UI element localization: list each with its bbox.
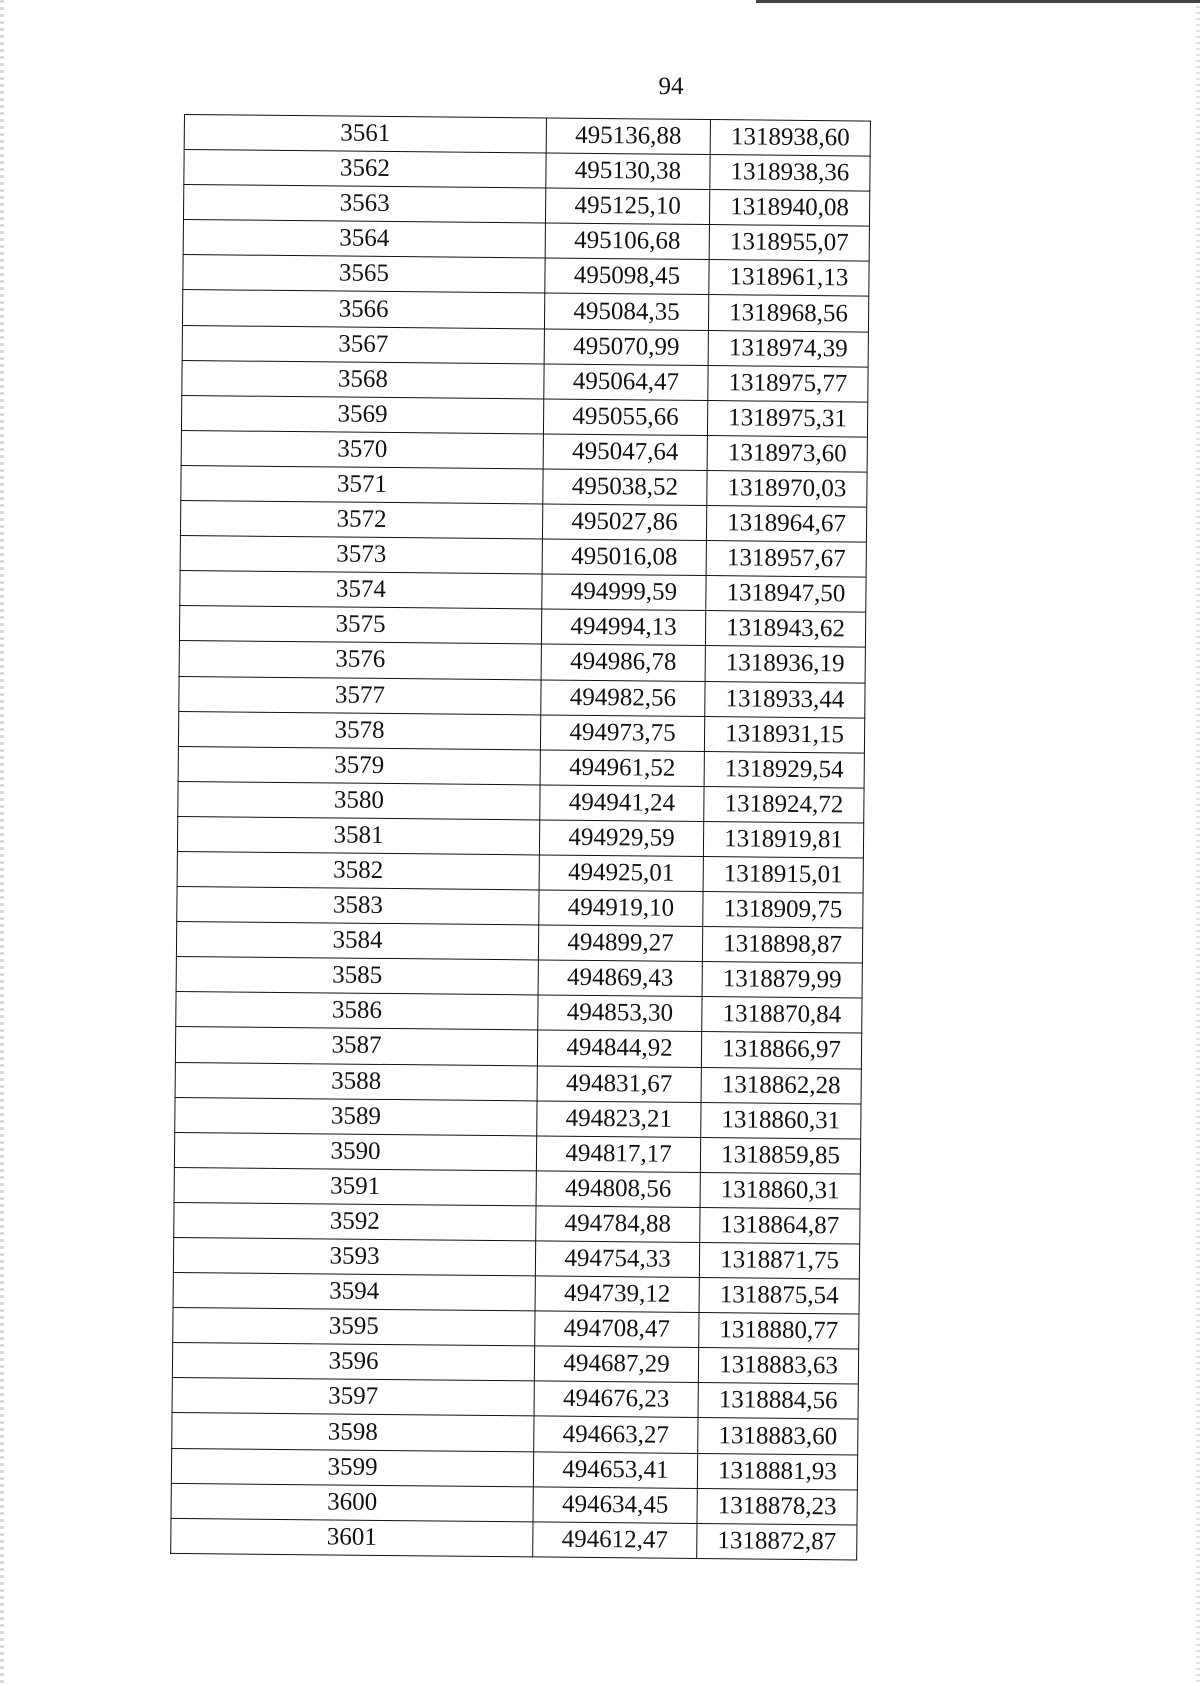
x-coordinate-cell: 494808,56: [536, 1171, 700, 1208]
point-number-cell: 3578: [178, 711, 540, 750]
scan-right-edge: [1196, 0, 1200, 1686]
x-coordinate-cell: 495106,68: [545, 223, 709, 260]
y-coordinate-cell: 1318875,54: [699, 1278, 859, 1315]
point-number-cell: 3572: [180, 501, 542, 540]
y-coordinate-cell: 1318974,39: [708, 330, 868, 367]
y-coordinate-cell: 1318898,87: [702, 927, 862, 964]
y-coordinate-cell: 1318961,13: [709, 260, 869, 297]
point-number-cell: 3574: [180, 571, 542, 610]
x-coordinate-cell: 494739,12: [535, 1276, 699, 1313]
y-coordinate-cell: 1318947,50: [706, 576, 866, 613]
table-row: [171, 1518, 857, 1560]
y-coordinate-cell: 1318955,07: [709, 225, 869, 262]
y-coordinate-cell: 1318884,56: [698, 1383, 858, 1420]
y-coordinate-cell: 1318883,63: [698, 1348, 858, 1385]
x-coordinate-cell: 495038,52: [543, 469, 707, 506]
point-number-cell: 3563: [183, 185, 545, 224]
y-coordinate-cell: 1318943,62: [705, 611, 865, 648]
x-coordinate-cell: 494853,30: [538, 995, 702, 1032]
point-number-cell: 3570: [181, 430, 543, 469]
y-coordinate-cell: 1318938,60: [710, 120, 870, 157]
y-coordinate-cell: 1318878,23: [697, 1488, 857, 1525]
y-coordinate-cell: 1318883,60: [698, 1418, 858, 1455]
point-number-cell: 3561: [184, 115, 546, 154]
x-coordinate-cell: 494994,13: [541, 609, 705, 646]
point-number-cell: 3566: [182, 290, 544, 329]
y-coordinate-cell: 1318872,87: [697, 1523, 857, 1560]
y-coordinate-cell: 1318860,31: [700, 1172, 860, 1209]
x-coordinate-cell: 494925,01: [539, 855, 703, 892]
point-number-cell: 3573: [180, 536, 542, 575]
y-coordinate-cell: 1318879,99: [702, 962, 862, 999]
x-coordinate-cell: 494817,17: [536, 1136, 700, 1173]
point-number-cell: 3569: [181, 395, 543, 434]
point-number-cell: 3593: [173, 1237, 535, 1276]
point-number-cell: 3592: [174, 1202, 536, 1241]
point-number-cell: 3589: [175, 1097, 537, 1136]
x-coordinate-cell: 494961,52: [540, 750, 704, 787]
y-coordinate-cell: 1318924,72: [704, 786, 864, 823]
scan-left-edge: [0, 0, 4, 1686]
x-coordinate-cell: 494999,59: [542, 574, 706, 611]
point-number-cell: 3571: [181, 465, 543, 504]
y-coordinate-cell: 1318931,15: [704, 716, 864, 753]
y-coordinate-cell: 1318866,97: [701, 1032, 861, 1069]
x-coordinate-cell: 495130,38: [546, 153, 710, 190]
x-coordinate-cell: 494899,27: [538, 925, 702, 962]
y-coordinate-cell: 1318864,87: [700, 1207, 860, 1244]
x-coordinate-cell: 494831,67: [537, 1065, 701, 1102]
x-coordinate-cell: 495136,88: [546, 118, 710, 155]
x-coordinate-cell: 495055,66: [543, 399, 707, 436]
point-number-cell: 3565: [183, 255, 545, 294]
x-coordinate-cell: 494844,92: [537, 1030, 701, 1067]
point-number-cell: 3596: [172, 1343, 534, 1382]
x-coordinate-cell: 495070,99: [544, 329, 708, 366]
x-coordinate-cell: 494784,88: [536, 1206, 700, 1243]
x-coordinate-cell: 495016,08: [542, 539, 706, 576]
y-coordinate-cell: 1318964,67: [706, 506, 866, 543]
coordinates-table: [170, 114, 871, 1560]
point-number-cell: 3580: [178, 781, 540, 820]
y-coordinate-cell: 1318973,60: [707, 435, 867, 472]
point-number-cell: 3590: [174, 1132, 536, 1171]
y-coordinate-cell: 1318881,93: [697, 1453, 857, 1490]
point-number-cell: 3581: [177, 816, 539, 855]
point-number-cell: 3595: [173, 1308, 535, 1347]
y-coordinate-cell: 1318975,77: [708, 365, 868, 402]
point-number-cell: 3567: [182, 325, 544, 364]
x-coordinate-cell: 495098,45: [545, 258, 709, 295]
x-coordinate-cell: 494929,59: [539, 820, 703, 857]
y-coordinate-cell: 1318968,56: [708, 295, 868, 332]
y-coordinate-cell: 1318929,54: [704, 751, 864, 788]
point-number-cell: 3562: [184, 150, 546, 189]
scan-top-rule: [756, 0, 1200, 3]
point-number-cell: 3579: [178, 746, 540, 785]
point-number-cell: 3577: [179, 676, 541, 715]
point-number-cell: 3576: [179, 641, 541, 680]
x-coordinate-cell: 494663,27: [534, 1416, 698, 1453]
x-coordinate-cell: 495047,64: [543, 434, 707, 471]
y-coordinate-cell: 1318970,03: [707, 470, 867, 507]
y-coordinate-cell: 1318975,31: [707, 400, 867, 437]
y-coordinate-cell: 1318871,75: [699, 1243, 859, 1280]
x-coordinate-cell: 494687,29: [534, 1346, 698, 1383]
x-coordinate-cell: 494941,24: [540, 785, 704, 822]
coordinates-table-body: [171, 115, 871, 1560]
y-coordinate-cell: 1318909,75: [703, 892, 863, 929]
y-coordinate-cell: 1318860,31: [701, 1102, 861, 1139]
page-number: 94: [658, 73, 684, 100]
point-number-cell: 3591: [174, 1167, 536, 1206]
x-coordinate-cell: 494653,41: [533, 1451, 697, 1488]
x-coordinate-cell: 494754,33: [535, 1241, 699, 1278]
point-number-cell: 3583: [177, 887, 539, 926]
x-coordinate-cell: 494676,23: [534, 1381, 698, 1418]
point-number-cell: 3597: [172, 1378, 534, 1417]
x-coordinate-cell: 494612,47: [533, 1522, 697, 1559]
x-coordinate-cell: 495084,35: [544, 293, 708, 330]
point-number-cell: 3599: [171, 1448, 533, 1487]
x-coordinate-cell: 494986,78: [541, 644, 705, 681]
point-number-cell: 3600: [171, 1483, 533, 1522]
x-coordinate-cell: 495064,47: [544, 364, 708, 401]
y-coordinate-cell: 1318940,08: [709, 190, 869, 227]
point-number-cell: 3564: [183, 220, 545, 259]
x-coordinate-cell: 494708,47: [535, 1311, 699, 1348]
point-number-cell: 3568: [182, 360, 544, 399]
point-number-cell: 3575: [179, 606, 541, 645]
point-number-cell: 3585: [176, 957, 538, 996]
x-coordinate-cell: 495125,10: [545, 188, 709, 225]
x-coordinate-cell: 494634,45: [533, 1487, 697, 1524]
x-coordinate-cell: 495027,86: [542, 504, 706, 541]
x-coordinate-cell: 494982,56: [541, 679, 705, 716]
y-coordinate-cell: 1318919,81: [703, 821, 863, 858]
y-coordinate-cell: 1318859,85: [700, 1137, 860, 1174]
y-coordinate-cell: 1318957,67: [706, 541, 866, 578]
point-number-cell: 3594: [173, 1273, 535, 1312]
y-coordinate-cell: 1318870,84: [702, 997, 862, 1034]
y-coordinate-cell: 1318933,44: [705, 681, 865, 718]
x-coordinate-cell: 494869,43: [538, 960, 702, 997]
point-number-cell: 3598: [172, 1413, 534, 1452]
y-coordinate-cell: 1318936,19: [705, 646, 865, 683]
point-number-cell: 3588: [175, 1062, 537, 1101]
point-number-cell: 3586: [176, 992, 538, 1031]
y-coordinate-cell: 1318915,01: [703, 856, 863, 893]
point-number-cell: 3601: [171, 1518, 533, 1557]
y-coordinate-cell: 1318938,36: [710, 155, 870, 192]
y-coordinate-cell: 1318862,28: [701, 1067, 861, 1104]
x-coordinate-cell: 494823,21: [537, 1101, 701, 1138]
point-number-cell: 3582: [177, 851, 539, 890]
point-number-cell: 3587: [175, 1027, 537, 1066]
y-coordinate-cell: 1318880,77: [699, 1313, 859, 1350]
point-number-cell: 3584: [176, 922, 538, 961]
x-coordinate-cell: 494919,10: [539, 890, 703, 927]
x-coordinate-cell: 494973,75: [540, 715, 704, 752]
